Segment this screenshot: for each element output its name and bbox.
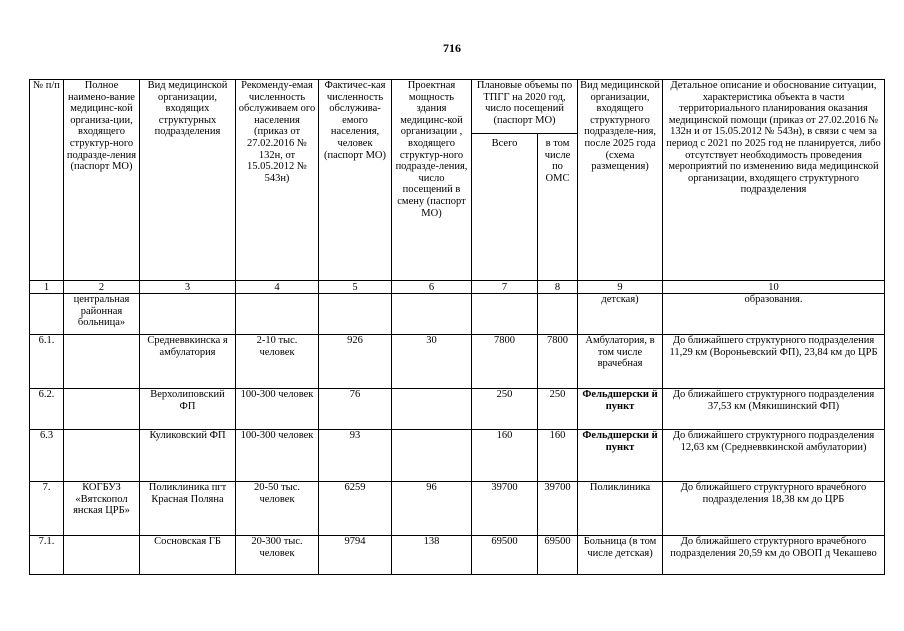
column-number-row (30, 281, 885, 294)
row-actual: 9794 (319, 536, 392, 575)
column-number: 1 (30, 281, 64, 294)
row-oms: 69500 (538, 536, 578, 575)
row-oms: 39700 (538, 482, 578, 536)
row-actual (319, 294, 392, 335)
header-planned-volumes: Плановые объемы по ТПГГ на 2020 год, число посещений (паспорт МО) (472, 80, 578, 134)
row-total: 7800 (472, 335, 538, 389)
header-description: Детальное описание и обоснование ситуации, характеристика объекта в части территориального планирования оказания медицинской помощи (приказ от 27.02.2016 № 132н и от 15.05.2012 № 543н), в связи с чем за период с 2021 по 2025 год не планируется, либо отсутствует необходимость проведения мероприятий по изменению вида медицинской организации, входящего структурного подразделения (663, 80, 885, 281)
row-type-after: детская) (578, 294, 663, 335)
row-capacity: 138 (392, 536, 472, 575)
row-description: образования. (663, 294, 885, 335)
row-total: 39700 (472, 482, 538, 536)
row-total (472, 294, 538, 335)
row-capacity (392, 430, 472, 482)
row-description: До ближайшего структурного подразделения 12,63 км (Средневвкинской амбулатории) (663, 430, 885, 482)
row-org-name: КОГБУЗ «Вятскопол янская ЦРБ» (64, 482, 140, 536)
medical-organizations-table (29, 79, 885, 575)
header-recommended-population: Рекоменду-емая численность обслуживаем ого населения (приказ от 27.02.2016 № 132н, от 15.05.2012 № 543н) (236, 80, 319, 281)
row-org-type: Средневвкинска я амбулатория (140, 335, 236, 389)
table-row (30, 294, 885, 335)
row-org-name (64, 389, 140, 430)
row-description: До ближайшего структурного подразделения 11,29 км (Вороньевский ФП), 23,84 км до ЦРБ (663, 335, 885, 389)
row-description: До ближайшего структурного врачебного подразделения 18,38 км до ЦРБ (663, 482, 885, 536)
row-recommended (236, 294, 319, 335)
row-org-name (64, 430, 140, 482)
header-total: Всего (472, 134, 538, 281)
row-org-type: Верхолиповский ФП (140, 389, 236, 430)
row-total: 160 (472, 430, 538, 482)
row-org-type: Сосновская ГБ (140, 536, 236, 575)
row-capacity (392, 294, 472, 335)
row-total: 69500 (472, 536, 538, 575)
table-row (30, 389, 885, 430)
row-description: До ближайшего структурного подразделения 37,53 км (Мякишинский ФП) (663, 389, 885, 430)
table-row (30, 482, 885, 536)
row-org-name: центральная районная больница» (64, 294, 140, 335)
row-oms (538, 294, 578, 335)
row-org-type: Куликовский ФП (140, 430, 236, 482)
column-number: 10 (663, 281, 885, 294)
row-recommended: 100-300 человек (236, 389, 319, 430)
header-number: № п/п (30, 80, 64, 281)
page-number: 716 (443, 41, 461, 55)
row-actual: 93 (319, 430, 392, 482)
row-number: 6.3 (30, 430, 64, 482)
row-type-after: Фельдшерски й пункт (578, 389, 663, 430)
row-type-after: Амбулатория, в том числе врачебная (578, 335, 663, 389)
row-number (30, 294, 64, 335)
row-type-after: Поликлиника (578, 482, 663, 536)
row-total: 250 (472, 389, 538, 430)
row-org-type: Поликлиника пгт Красная Поляна (140, 482, 236, 536)
header-row (30, 80, 885, 134)
row-number: 6.2. (30, 389, 64, 430)
row-oms: 160 (538, 430, 578, 482)
column-number: 4 (236, 281, 319, 294)
row-actual: 926 (319, 335, 392, 389)
column-number: 3 (140, 281, 236, 294)
row-number: 7.1. (30, 536, 64, 575)
row-oms: 250 (538, 389, 578, 430)
row-number: 6.1. (30, 335, 64, 389)
row-description: До ближайшего структурного врачебного подразделения 20,59 км до ОВОП д Чекашево (663, 536, 885, 575)
column-number: 6 (392, 281, 472, 294)
row-actual: 6259 (319, 482, 392, 536)
row-recommended: 100-300 человек (236, 430, 319, 482)
header-actual-population: Фактичес-кая численность обслужива-емого населения, человек (паспорт МО) (319, 80, 392, 281)
row-number: 7. (30, 482, 64, 536)
row-oms: 7800 (538, 335, 578, 389)
row-capacity: 96 (392, 482, 472, 536)
column-number: 7 (472, 281, 538, 294)
table-row (30, 536, 885, 575)
row-capacity (392, 389, 472, 430)
row-type-after: Больница (в том числе детская) (578, 536, 663, 575)
row-recommended: 20-300 тыс. человек (236, 536, 319, 575)
row-type-after: Фельдшерски й пункт (578, 430, 663, 482)
header-org-type: Вид медицинской организации, входящих структурных подразделения (140, 80, 236, 281)
header-oms: в том числе по ОМС (538, 134, 578, 281)
row-org-name (64, 536, 140, 575)
row-recommended: 20-50 тыс. человек (236, 482, 319, 536)
table-row (30, 335, 885, 389)
row-actual: 76 (319, 389, 392, 430)
row-capacity: 30 (392, 335, 472, 389)
column-number: 9 (578, 281, 663, 294)
row-org-type (140, 294, 236, 335)
row-org-name (64, 335, 140, 389)
header-capacity: Проектная мощность здания медицинс-кой организации , входящего структур-ного подразде-ления, число посещений в смену (паспорт МО) (392, 80, 472, 281)
column-number: 5 (319, 281, 392, 294)
column-number: 2 (64, 281, 140, 294)
header-org-name: Полное наимено-вание медицинс-кой организа-ции, входящего структур-ного подразде-ления (паспорт МО) (64, 80, 140, 281)
header-type-after-2025: Вид медицинской организации, входящего структурного подразделе-ния, после 2025 года (схема размещения) (578, 80, 663, 281)
table-row (30, 430, 885, 482)
row-recommended: 2-10 тыс. человек (236, 335, 319, 389)
column-number: 8 (538, 281, 578, 294)
